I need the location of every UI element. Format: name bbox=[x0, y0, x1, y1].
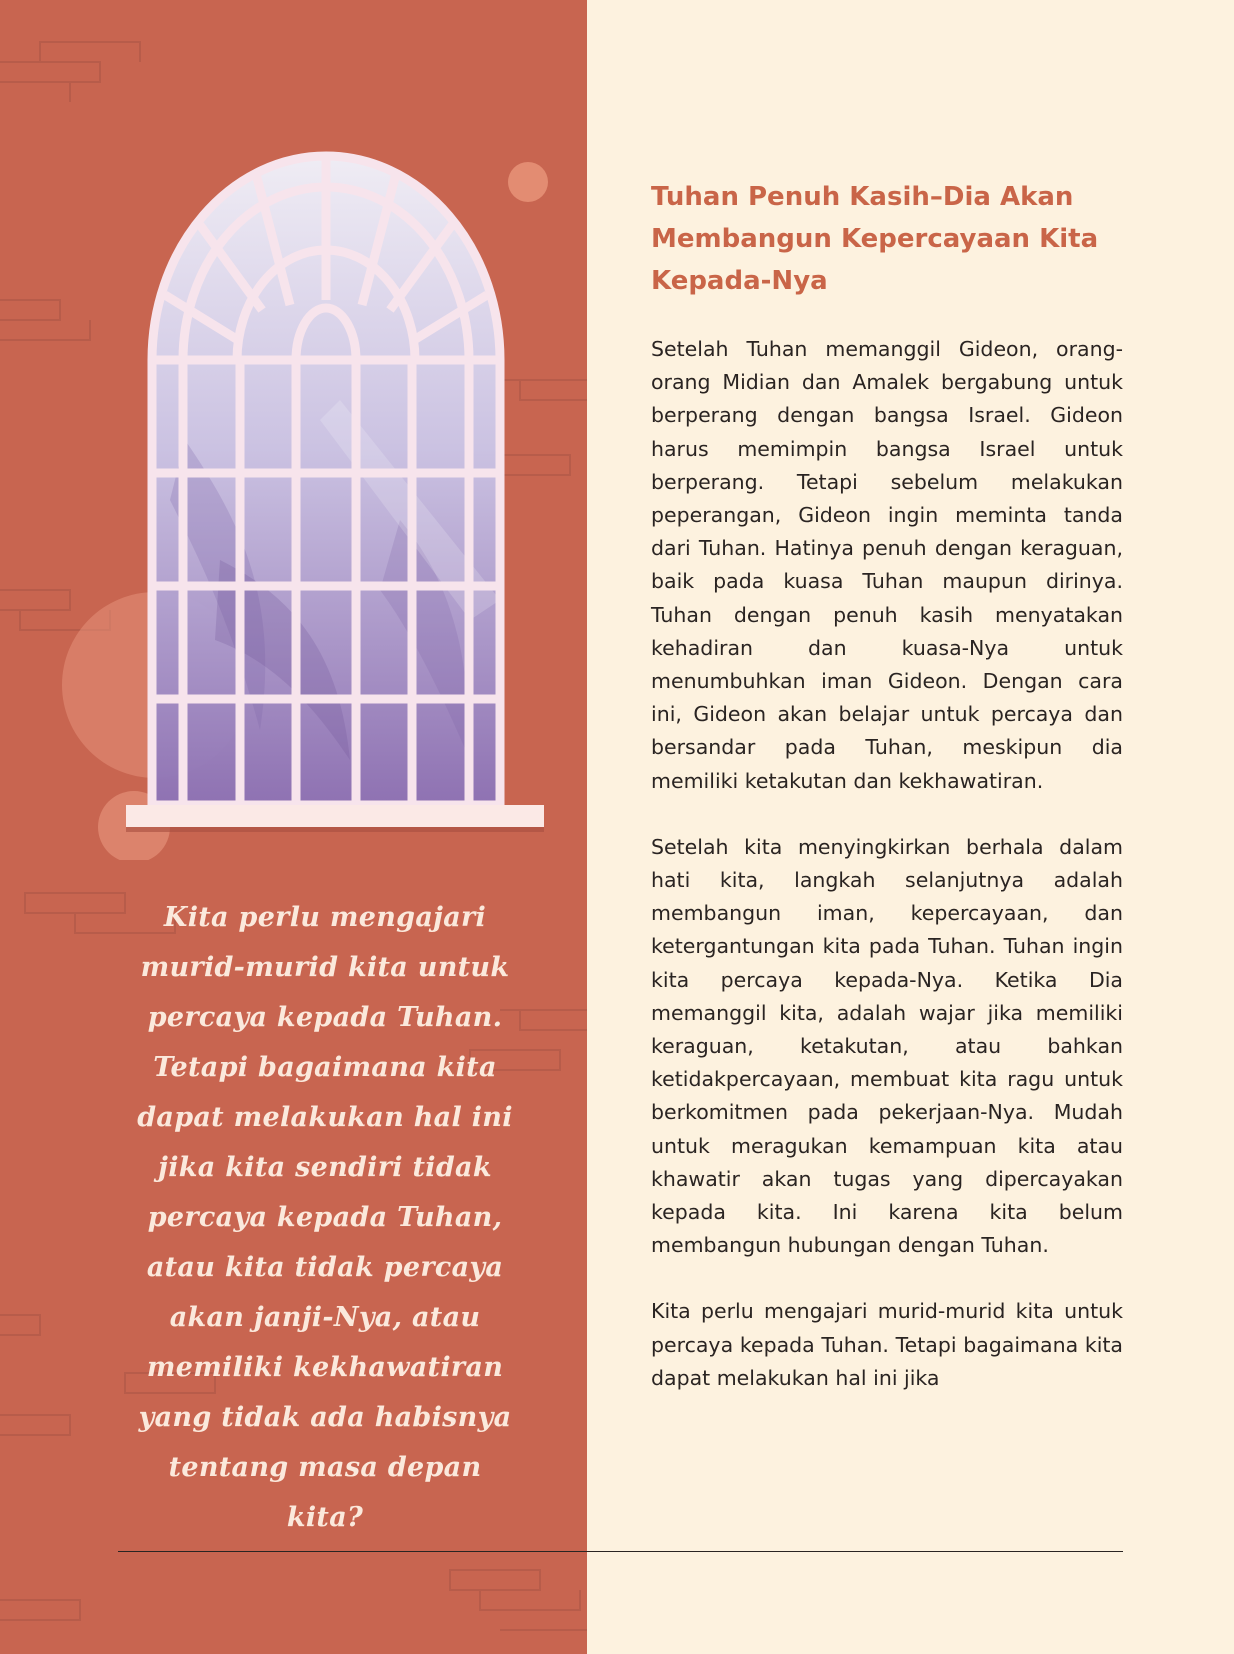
paragraph: Setelah kita menyingkirkan berhala dalam hati kita, langkah selanjutnya adalah membangun iman, kepercayaan, dan ketergantungan kita pada Tuhan. Tuhan ingin kita percaya kepada-Nya. Ketika Dia memanggil kita, adalah wajar jika memiliki keraguan, ketakutan, atau bahkan ketidakpercayaan, membuat kita ragu untuk berkomitmen pada pekerjaan-Nya. Mudah untuk meragukan kemampuan kita atau khawatir akan tugas yang dipercayakan kepada kita. Ini karena kita belum membangun hubungan dengan Tuhan. bbox=[651, 834, 1123, 1258]
window-sill bbox=[126, 805, 544, 827]
illustration-panel bbox=[0, 0, 587, 1654]
paragraph: Setelah Tuhan memanggil Gideon, orang-orang Midian dan Amalek bergabung untuk berperang dengan bangsa Israel. Gideon harus memimpin bangsa Israel untuk berperang. Tetapi sebelum melakukan peperangan, Gideon ingin meminta tanda dari Tuhan. Hatinya penuh dengan keraguan, baik pada kuasa Tuhan maupun dirinya. Tuhan dengan penuh kasih menyatakan kehadiran dan kuasa-Nya untuk menumbuhkan iman Gideon. Dengan cara ini, Gideon akan belajar untuk percaya dan bersandar pada Tuhan, meskipun dia memiliki ketakutan dan kekhawatiran. bbox=[651, 337, 1123, 793]
article-heading: Tuhan Penuh Kasih–Dia Akan Membangun Kepercayaan Kita Kepada-Nya bbox=[651, 182, 1099, 296]
pull-quote: Kita perlu mengajari murid-murid kita untuk percaya kepada Tuhan. Tetapi bagaimana kita dapat melakukan hal ini jika kita sendiri tidak percaya kepada Tuhan, atau kita tidak percaya akan janji-Nya, atau memiliki kekhawatiran yang tidak ada habisnya tentang masa depan kita? bbox=[137, 902, 513, 1533]
article-body bbox=[651, 333, 1123, 1428]
small-orb bbox=[508, 162, 548, 202]
arched-window-illustration bbox=[0, 0, 587, 860]
footer-divider bbox=[118, 1551, 1123, 1552]
paragraph: Kita perlu mengajari murid-murid kita untuk percaya kepada Tuhan. Tetapi bagaimana kita dapat melakukan hal ini jika bbox=[651, 1299, 1123, 1390]
